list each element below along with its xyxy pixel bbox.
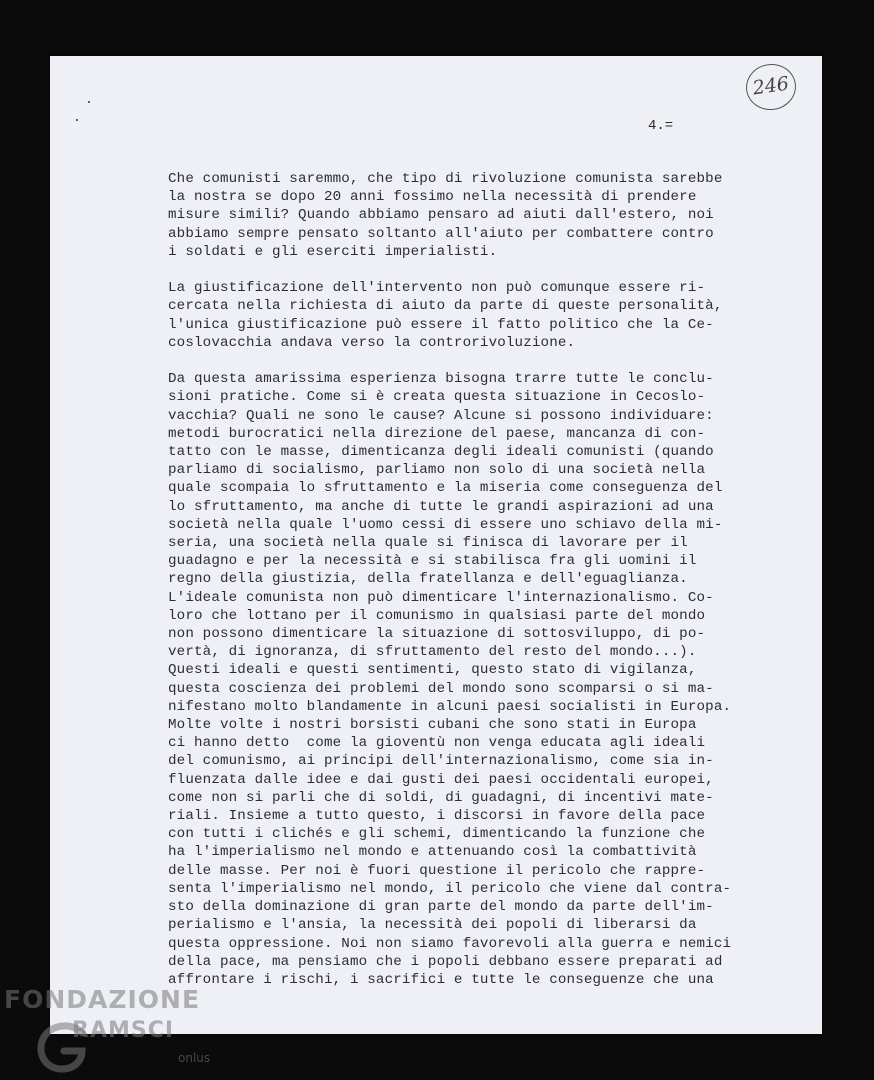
text-line: cercata nella richiesta di aiuto da parte di queste personalità, — [168, 298, 723, 315]
watermark-suffix: onlus — [178, 1051, 211, 1065]
text-line: sto della dominazione di gran parte del mondo da parte dell'im- — [168, 899, 714, 916]
text-line: metodi burocratici nella direzione del paese, mancanza di con- — [168, 425, 706, 442]
text-line: affrontare i rischi, i sacrifici e tutte le conseguenze che una — [168, 971, 714, 988]
document-page — [50, 56, 822, 1034]
archive-stamp-number: 246 — [743, 61, 799, 114]
text-line: Da questa amarissima esperienza bisogna trarre tutte le conclu- — [168, 371, 714, 388]
text-line: La giustificazione dell'intervento non può comunque essere ri- — [168, 280, 706, 297]
text-line: delle masse. Per noi è fuori questione il pericolo che rappre- — [168, 862, 706, 879]
watermark-line2: RAMSCI — [72, 1018, 175, 1043]
text-line: questa coscienza dei problemi del mondo sono scomparsi o si ma- — [168, 680, 714, 697]
text-line: Molte volte i nostri borsisti cubani che sono stati in Europa — [168, 717, 697, 734]
text-line: non possono dimenticare la situazione di sottosviluppo, di po- — [168, 626, 706, 643]
text-line: senta l'imperialismo nel mondo, il pericolo che viene dal contra- — [168, 880, 732, 897]
text-line: società nella quale l'uomo cessi di essere uno schiavo della mi- — [168, 516, 723, 533]
text-line: abbiamo sempre pensato soltanto all'aiuto per combattere contro — [168, 225, 714, 242]
paragraph-3 — [168, 370, 768, 989]
text-line: fluenzata dalle idee e dai gusti dei paesi occidentali europei, — [168, 771, 714, 788]
text-line: parliamo di socialismo, parliamo non solo di una società nella — [168, 462, 706, 479]
text-line: ha l'imperialismo nel mondo e attenuando così la combattività — [168, 844, 697, 861]
text-line: vertà, di ignoranza, di sfruttamento del resto del mondo...). — [168, 644, 697, 661]
text-line: come non si parli che di soldi, di guadagni, di incentivi mate- — [168, 789, 714, 806]
text-line: ci hanno detto come la gioventù non venga educata agli ideali — [168, 735, 706, 752]
paper-speck — [76, 119, 78, 121]
text-line: l'unica giustificazione può essere il fatto politico che la Ce- — [168, 316, 714, 333]
text-line: seria, una società nella quale si finisca di lavorare per il — [168, 535, 688, 552]
page-number: 4.= — [648, 118, 674, 134]
text-line: Che comunisti saremmo, che tipo di rivoluzione comunista sarebbe — [168, 171, 723, 187]
text-line: la nostra se dopo 20 anni fossimo nella necessità di prendere — [168, 189, 697, 206]
text-line: sioni pratiche. Come si è creata questa situazione in Cecoslo- — [168, 389, 706, 406]
text-line: L'ideale comunista non può dimenticare l'internazionalismo. Co- — [168, 589, 714, 606]
text-line: i soldati e gli eserciti imperialisti. — [168, 243, 498, 260]
text-line: misure simili? Quando abbiamo pensaro ad aiuti dall'estero, noi — [168, 207, 714, 224]
text-line: del comunismo, ai principi dell'internazionalismo, come sia in- — [168, 753, 714, 770]
text-line: tatto con le masse, dimenticanza degli ideali comunisti (quando — [168, 444, 714, 461]
text-line: loro che lottano per il comunismo in qualsiasi parte del mondo — [168, 607, 706, 624]
text-line: quale scompaia lo sfruttamento e la miseria come conseguenza del — [168, 480, 723, 497]
text-line: coslovacchia andava verso la controrivoluzione. — [168, 334, 576, 351]
text-line: questa oppressione. Noi non siamo favorevoli alla guerra e nemici — [168, 935, 732, 952]
text-line: lo sfruttamento, ma anche di tutte le grandi aspirazioni ad una — [168, 498, 714, 515]
paragraph-1 — [168, 170, 768, 261]
text-line: riali. Insieme a tutto questo, i discorsi in favore della pace — [168, 808, 706, 825]
typed-text-body — [168, 170, 768, 1007]
text-line: Questi ideali e questi sentimenti, questo stato di vigilanza, — [168, 662, 697, 679]
text-line: vacchia? Quali ne sono le cause? Alcune si possono individuare: — [168, 407, 714, 424]
paper-speck — [88, 101, 90, 103]
text-line: guadagno e per la necessità e si stabilisca fra gli uomini il — [168, 553, 697, 570]
paragraph-2 — [168, 279, 768, 352]
text-line: della pace, ma pensiamo che i popoli debbano essere preparati ad — [168, 953, 723, 970]
text-line: perialismo e l'ansia, la necessità dei popoli di liberarsi da — [168, 917, 697, 934]
text-line: regno della giustizia, della fratellanza e dell'eguaglianza. — [168, 571, 688, 588]
text-line: con tutti i clichés e gli schemi, dimenticando la funzione che — [168, 826, 706, 843]
watermark-line1: FONDAZIONE — [4, 985, 201, 1014]
fondazione-gramsci-watermark — [4, 985, 244, 1080]
text-line: nifestano molto blandamente in alcuni paesi socialisti in Europa. — [168, 698, 732, 715]
